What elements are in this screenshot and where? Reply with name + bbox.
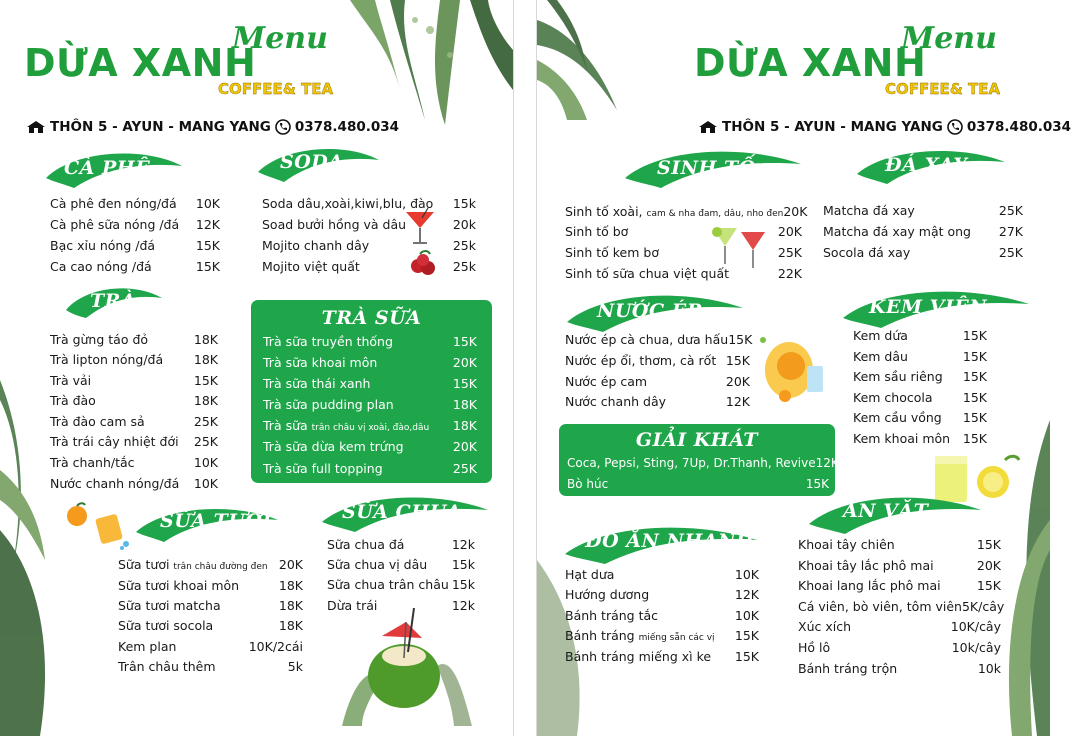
list-item: Bánh tráng miếng sẵn các vị 15K (565, 628, 759, 643)
list-item: Trà chanh/tắc 10K (50, 455, 218, 470)
section-title-do-an-nhanh: ĐỒ ĂN NHANH (585, 530, 755, 552)
list-item: Hướng dương 12K (565, 587, 759, 602)
phone-icon (275, 119, 291, 135)
section-title-an-vat: ĂN VẶT (843, 500, 929, 522)
list-item: Soad bưởi hồng và dâu 20k (262, 217, 476, 232)
list-item: Kem dứa 15K (853, 328, 987, 343)
menu-script: Menu (901, 21, 997, 56)
list-item: Trà sữa khoai môn 20K (263, 355, 477, 370)
list-item: Sữa tươi trân châu đường đen 20K (118, 557, 303, 572)
list-item: Sinh tố xoài, cam & nha đam, dâu, nho đen 20K (565, 204, 808, 219)
list-item: Bánh tráng tắc 10K (565, 608, 759, 623)
list-item: Trà vải 15K (50, 373, 218, 388)
section-title-giai-khat: GIẢI KHÁT (635, 429, 759, 451)
list-item: Kem plan 10K/2cái (118, 639, 303, 654)
list-item: Bạc xỉu nóng /đá 15K (50, 238, 220, 253)
address-line (698, 119, 1071, 135)
address-line (26, 119, 399, 135)
list-item: Trà sữa trân châu vị xoài, đào,dâu 18K (263, 418, 477, 433)
phone-text: 0378.480.034 (294, 119, 400, 135)
palm-leaves-decoration (330, 0, 513, 130)
list-item: Bánh tráng trộn 10k (798, 661, 1001, 676)
list-item: Mojito việt quất 25k (262, 259, 476, 274)
list-item: Coca, Pepsi, Sting, 7Up, Dr.Thanh, Revive 12K (567, 456, 839, 470)
list-item: Socola đá xay 25K (823, 245, 1023, 260)
list-item: Cá viên, bò viên, tôm viên 5K/cây (798, 599, 1005, 614)
list-item: Hạt dưa 10K (565, 567, 759, 582)
list-item: Nước ép cam 20K (565, 374, 750, 389)
list-item: Trà sữa full topping 25K (263, 461, 477, 476)
list-item: Hồ lô 10k/cây (798, 640, 1001, 655)
list-item: Trà sữa thái xanh 15K (263, 376, 477, 391)
list-item: Kem chocola 15K (853, 390, 987, 405)
section-title-sinh-to: SINH TỐ (657, 157, 756, 179)
list-item: Sữa chua đá 12k (327, 537, 475, 552)
section-title-sua-chua: SỮA CHUA (342, 501, 462, 523)
list-item: Trà đào 18K (50, 393, 218, 408)
section-title-soda: SODA (280, 151, 344, 173)
list-item: Sinh tố bơ 20K (565, 224, 802, 239)
section-title-kem-vien: KEM VIÊN (869, 296, 988, 318)
brand-subtitle: COFFEE& TEA (218, 80, 334, 98)
menu-page-right (536, 0, 1071, 736)
list-item: Kem sầu riêng 15K (853, 369, 987, 384)
list-item: Xúc xích 10K/cây (798, 619, 1001, 634)
list-item: Sinh tố kem bơ 25K (565, 245, 802, 260)
page-gap (514, 0, 536, 736)
section-title-ca-phe: CÀ PHÊ (64, 157, 151, 179)
list-item: Khoai lang lắc phô mai 15K (798, 578, 1001, 593)
list-item: Mojito chanh dây 25k (262, 238, 476, 253)
menu-page-left (0, 0, 514, 736)
list-item: Trà lipton nóng/đá 18K (50, 352, 218, 367)
list-item: Trà đào cam sả 25K (50, 414, 218, 429)
list-item: Bò húc 15K (567, 477, 829, 491)
phone-icon (947, 119, 963, 135)
list-item: Trà trái cây nhiệt đới 25K (50, 434, 218, 449)
house-icon (26, 120, 46, 134)
brand-name: DỪA XANH (694, 41, 927, 85)
address-text: THÔN 5 - AYUN - MANG YANG (50, 119, 271, 135)
list-item: Kem dâu 15K (853, 349, 987, 364)
list-item: Trân châu thêm 5k (118, 659, 303, 674)
menu-script: Menu (232, 21, 328, 56)
list-item: Soda dâu,xoài,kiwi,blu, đào 15k (262, 196, 476, 211)
juice-icon (92, 506, 132, 550)
brand-subtitle: COFFEE& TEA (885, 80, 1001, 98)
list-item: Kem khoai môn 15K (853, 431, 987, 446)
tra-sua-box (251, 300, 492, 483)
section-title-da-xay: ĐÁ XAY (885, 154, 968, 176)
list-item: Cà phê sữa nóng /đá 12K (50, 217, 220, 232)
list-item: Sữa chua trân châu 15k (327, 577, 475, 592)
list-item: Ca cao nóng /đá 15K (50, 259, 220, 274)
list-item: Sữa tươi khoai môn 18K (118, 578, 303, 593)
list-item: Sữa tươi matcha 18K (118, 598, 303, 613)
coconut-icon (342, 606, 472, 726)
list-item: Nước ép cà chua, dưa hấu 15K (565, 332, 753, 347)
giai-khat-box (559, 424, 839, 496)
list-item: Matcha đá xay mật ong 27K (823, 224, 1023, 239)
list-item: Matcha đá xay 25K (823, 203, 1023, 218)
section-title-tra: TRÀ (90, 290, 137, 312)
list-item: Trà sữa pudding plan 18K (263, 397, 477, 412)
orange-icon (64, 502, 90, 528)
address-text: THÔN 5 - AYUN - MANG YANG (722, 119, 943, 135)
list-item: Kem cầu vồng 15K (853, 410, 987, 425)
section-title-sua-tuoi: SỮA TƯƠI (160, 510, 272, 532)
list-item: Khoai tây chiên 15K (798, 537, 1001, 552)
section-title-tra-sua: TRÀ SỮA (321, 307, 422, 329)
house-icon (698, 120, 718, 134)
list-item: Dừa trái 12k (327, 598, 475, 613)
list-item: Khoai tây lắc phô mai 20K (798, 558, 1001, 573)
list-item: Nước chanh dây 12K (565, 394, 750, 409)
list-item: Trà sữa dừa kem trứng 20K (263, 439, 477, 454)
juice-icon (755, 326, 827, 404)
list-item: Nước chanh nóng/đá 10K (50, 476, 218, 491)
list-item: Sữa chua vị dâu 15k (327, 557, 475, 572)
section-title-nuoc-ep: NƯỚC ÉP (597, 300, 702, 322)
brand-name: DỪA XANH (24, 41, 257, 85)
list-item: Trà gừng táo đỏ 18K (50, 332, 218, 347)
list-item: Sinh tố sữa chua việt quất 22K (565, 266, 802, 281)
phone-text: 0378.480.034 (966, 119, 1071, 135)
palm-leaves-decoration (537, 0, 627, 120)
list-item: Nước ép ổi, thơm, cà rốt 15K (565, 353, 750, 368)
list-item: Cà phê đen nóng/đá 10K (50, 196, 220, 211)
list-item: Trà sữa truyền thống 15K (263, 334, 477, 349)
list-item: Bánh tráng miếng xì ke 15K (565, 649, 759, 664)
list-item: Sữa tươi socola 18K (118, 618, 303, 633)
